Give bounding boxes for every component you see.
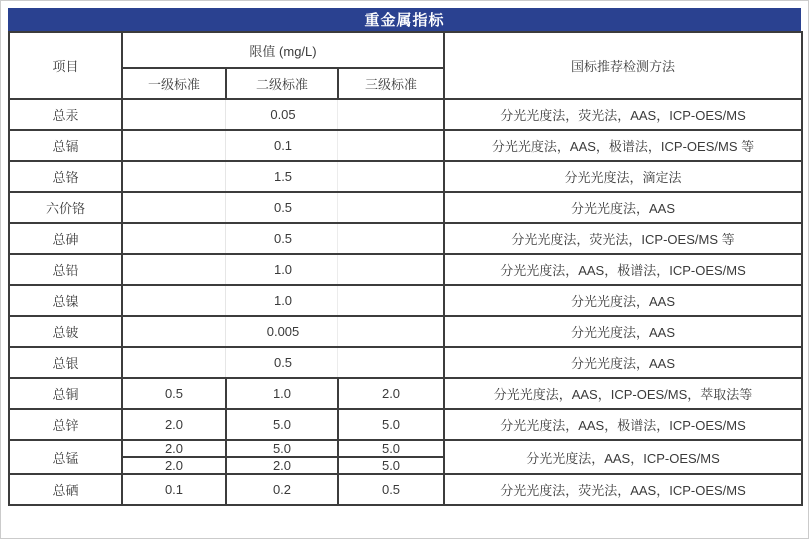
table-row <box>9 161 802 192</box>
item-cell: 总砷 <box>9 223 122 254</box>
limit-cell: 0.5 <box>122 378 226 409</box>
method-cell: 分光光度法，荧光法，AAS，ICP-OES/MS <box>444 99 802 130</box>
table-row <box>9 99 802 130</box>
item-cell: 总硒 <box>9 474 122 505</box>
method-cell: 分光光度法，AAS，极谱法，ICP-OES/MS <box>444 254 802 285</box>
table-row <box>9 285 802 316</box>
item-cell: 总铬 <box>9 161 122 192</box>
method-cell: 分光光度法，AAS <box>444 347 802 378</box>
limit-cell: 1.0 <box>122 254 444 285</box>
table-body <box>9 99 802 505</box>
method-cell: 分光光度法，滴定法 <box>444 161 802 192</box>
limit-cell: 5.0 <box>226 409 338 440</box>
limit-cell: 5.0 <box>338 440 444 457</box>
table-header <box>9 32 802 99</box>
column-header-level-1: 一级标准 <box>122 68 226 99</box>
limit-cell: 1.0 <box>122 285 444 316</box>
item-cell: 六价铬 <box>9 192 122 223</box>
limit-cell: 2.0 <box>122 457 226 474</box>
item-cell: 总镉 <box>9 130 122 161</box>
limit-cell: 2.0 <box>338 378 444 409</box>
heavy-metals-table <box>8 31 803 506</box>
method-cell: 分光光度法，荧光法，AAS，ICP-OES/MS <box>444 474 802 505</box>
table-row <box>9 378 802 409</box>
limit-cell: 0.5 <box>338 474 444 505</box>
limit-cell: 2.0 <box>226 457 338 474</box>
table-row <box>9 223 802 254</box>
method-cell: 分光光度法，AAS，极谱法，ICP-OES/MS <box>444 409 802 440</box>
item-cell: 总锌 <box>9 409 122 440</box>
table-row <box>9 316 802 347</box>
item-cell: 总锰 <box>9 440 122 474</box>
limit-cell: 0.5 <box>122 192 444 223</box>
limit-cell: 0.1 <box>122 130 444 161</box>
column-header-item: 项目 <box>9 32 122 99</box>
table-row <box>9 409 802 440</box>
item-cell: 总铜 <box>9 378 122 409</box>
table-row <box>9 440 802 457</box>
column-header-level-3: 三级标准 <box>338 68 444 99</box>
limit-cell: 0.005 <box>122 316 444 347</box>
method-cell: 分光光度法，AAS，ICP-OES/MS，萃取法等 <box>444 378 802 409</box>
item-cell: 总汞 <box>9 99 122 130</box>
table-title: 重金属指标 <box>364 12 445 29</box>
limit-cell: 2.0 <box>122 440 226 457</box>
limit-cell: 0.5 <box>122 223 444 254</box>
table-row <box>9 130 802 161</box>
column-header-level-2: 二级标准 <box>226 68 338 99</box>
table-row <box>9 347 802 378</box>
item-cell: 总银 <box>9 347 122 378</box>
limit-cell: 5.0 <box>338 409 444 440</box>
item-cell: 总铅 <box>9 254 122 285</box>
limit-cell: 5.0 <box>226 440 338 457</box>
limit-cell: 1.0 <box>226 378 338 409</box>
method-cell: 分光光度法，AAS <box>444 285 802 316</box>
limit-cell: 0.05 <box>122 99 444 130</box>
item-cell: 总镍 <box>9 285 122 316</box>
limit-cell: 2.0 <box>122 409 226 440</box>
limit-cell: 0.1 <box>122 474 226 505</box>
limit-cell: 1.5 <box>122 161 444 192</box>
method-cell: 分光光度法，荧光法，ICP-OES/MS 等 <box>444 223 802 254</box>
limit-cell: 0.5 <box>122 347 444 378</box>
item-cell: 总铍 <box>9 316 122 347</box>
limit-cell: 5.0 <box>338 457 444 474</box>
method-cell: 分光光度法，AAS <box>444 316 802 347</box>
table-row <box>9 254 802 285</box>
method-cell: 分光光度法，AAS，极谱法，ICP-OES/MS 等 <box>444 130 802 161</box>
table-title-bar <box>8 8 801 31</box>
table-row <box>9 192 802 223</box>
method-cell: 分光光度法，AAS <box>444 192 802 223</box>
column-header-method: 国标推荐检测方法 <box>444 32 802 99</box>
column-header-limit-group: 限值 (mg/L) <box>122 32 444 68</box>
limit-cell: 0.2 <box>226 474 338 505</box>
table-row <box>9 474 802 505</box>
method-cell: 分光光度法，AAS，ICP-OES/MS <box>444 440 802 474</box>
